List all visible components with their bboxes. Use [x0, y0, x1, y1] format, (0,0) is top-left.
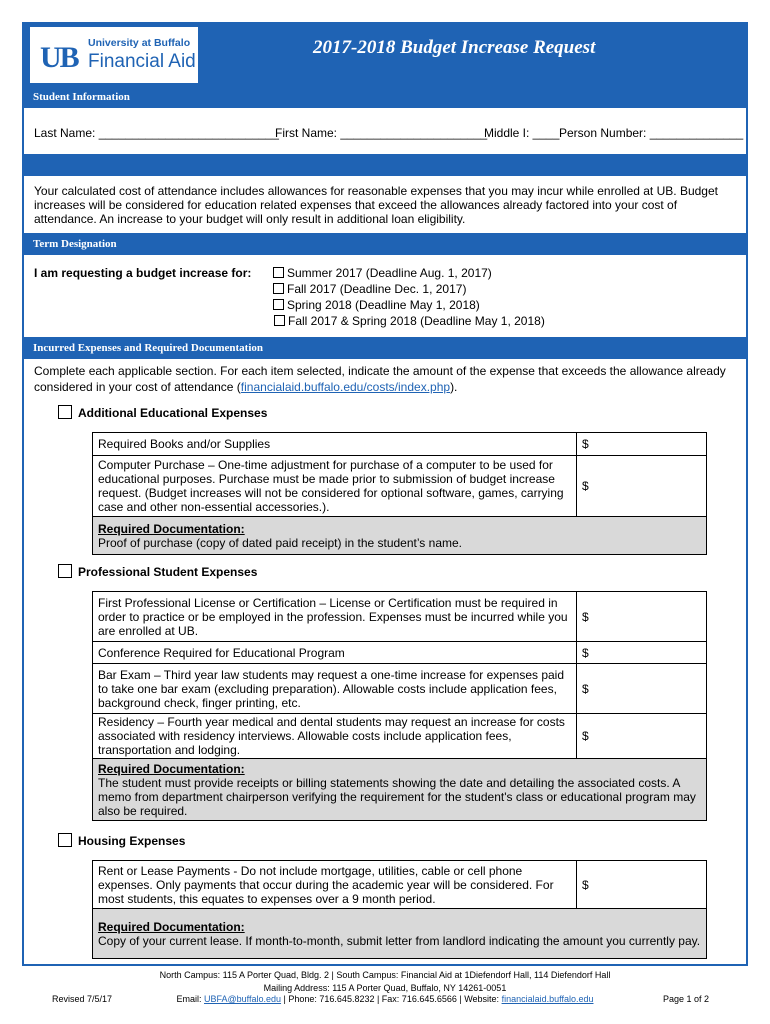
table-row: Computer Purchase – One-time adjustment for purchase of a computer to be used for educational purposes. Purchase must be made prior to submission of budget increase request. (Budget increases will not be considered for optional software, games, carrying case and other non-essential accessories.). $: [93, 456, 707, 517]
amount-field[interactable]: $: [577, 456, 707, 517]
first-name-field[interactable]: First Name: ______________________: [275, 126, 488, 140]
incurred-instructions-1: Complete each applicable section. For each item selected, indicate the amount of the expense that exceeds the allowance already: [34, 364, 726, 378]
term-option-summer-2017[interactable]: Summer 2017 (Deadline Aug. 1, 2017): [273, 266, 492, 280]
student-info-band: Student Information: [24, 86, 746, 108]
email-link[interactable]: UBFA@buffalo.edu: [204, 994, 282, 1004]
table-row: Conference Required for Educational Program $: [93, 642, 707, 664]
footer-mailing-address: Mailing Address: 115 A Porter Quad, Buffalo, NY 14261-0051: [263, 983, 507, 993]
checkbox-icon[interactable]: [273, 283, 284, 294]
footer-contact: Email: UBFA@buffalo.edu | Phone: 716.645.8232 | Fax: 716.645.6566 | Website: financialaid.buffalo.edu: [176, 994, 594, 1004]
table-row: Required Books and/or Supplies $: [93, 433, 707, 456]
page-number: Page 1 of 2: [663, 994, 710, 1004]
checkbox-icon[interactable]: [58, 833, 72, 847]
documentation-row: Required Documentation: Copy of your current lease. If month-to-month, submit letter from landlord indicating the amount you currently pay.: [93, 909, 707, 959]
table-row: Rent or Lease Payments - Do not include mortgage, utilities, cable or cell phone expenses. Only payments that occur during the academic year will be considered. For most students, this equates to expenses over a 9 month period. $: [93, 861, 707, 909]
amount-field[interactable]: $: [577, 861, 707, 909]
term-option-fall-2017[interactable]: Fall 2017 (Deadline Dec. 1, 2017): [273, 282, 466, 296]
checkbox-icon[interactable]: [274, 315, 285, 326]
amount-field[interactable]: $: [577, 664, 707, 714]
ub-logo-mark: UB: [40, 41, 78, 74]
intro-line-1: Your calculated cost of attendance includes allowances for reasonable expenses that you may incur while enrolled at UB. Budget: [34, 184, 718, 198]
term-request-label: I am requesting a budget increase for:: [34, 266, 252, 280]
website-link[interactable]: financialaid.buffalo.edu: [501, 994, 594, 1004]
amount-field[interactable]: $: [577, 642, 707, 664]
intro-line-2: increases will be considered for education related expenses that exceed the allowances already factored into your cost of: [34, 198, 678, 212]
form-header: [24, 24, 746, 86]
term-designation-band: Term Designation: [24, 233, 746, 255]
amount-field[interactable]: $: [577, 714, 707, 759]
amount-field[interactable]: $: [577, 592, 707, 642]
footer-revised-date: Revised 7/5/17: [52, 994, 113, 1004]
costs-link[interactable]: financialaid.buffalo.edu/costs/index.php: [240, 380, 451, 394]
last-name-field[interactable]: Last Name: ___________________________: [34, 126, 279, 140]
checkbox-icon[interactable]: [273, 267, 284, 278]
middle-initial-field[interactable]: Middle I: ____: [484, 126, 560, 140]
blank-divider-band: [24, 154, 746, 176]
term-option-spring-2018[interactable]: Spring 2018 (Deadline May 1, 2018): [273, 298, 480, 312]
educational-expenses-checkbox[interactable]: Additional Educational Expenses: [58, 405, 267, 420]
intro-line-3: attendance. An increase to your budget will only result in additional loan eligibility.: [34, 212, 466, 226]
incurred-instructions-2: considered in your cost of attendance (financialaid.buffalo.edu/costs/index.php).: [34, 380, 458, 394]
checkbox-icon[interactable]: [273, 299, 284, 310]
logo-department-name: Financial Aid: [88, 51, 196, 72]
logo-university-name: University at Buffalo: [88, 37, 191, 49]
incurred-expenses-band: Incurred Expenses and Required Documentation: [24, 337, 746, 359]
professional-expenses-table: [92, 591, 707, 821]
ub-logo: [30, 27, 198, 83]
documentation-row: Required Documentation: Proof of purchase (copy of dated paid receipt) in the student’s name.: [93, 517, 707, 555]
housing-expenses-table: [92, 860, 707, 959]
amount-field[interactable]: $: [577, 433, 707, 456]
form-page: [22, 22, 748, 966]
table-row: Residency – Fourth year medical and dental students may request an increase for costs associated with residency interviews. Allowable costs include application fees, transportation and lodging. $: [93, 714, 707, 759]
person-number-field[interactable]: Person Number: ______________: [559, 126, 744, 140]
table-row: Bar Exam – Third year law students may request a one-time increase for expenses paid to take one bar exam (excluding preparation). Allowable costs include application fees, background check, finger printing, etc. $: [93, 664, 707, 714]
term-option-fall-spring[interactable]: Fall 2017 & Spring 2018 (Deadline May 1, 2018): [274, 314, 545, 328]
checkbox-icon[interactable]: [58, 405, 72, 419]
checkbox-icon[interactable]: [58, 564, 72, 578]
documentation-row: Required Documentation: The student must provide receipts or billing statements showing the date and detailing the associated costs. A memo from department chairperson verifying the requirement for the student's class or educational program may also be required.: [93, 759, 707, 821]
educational-expenses-table: [92, 432, 707, 555]
page-title: 2017-2018 Budget Increase Request: [313, 37, 596, 58]
housing-expenses-checkbox[interactable]: Housing Expenses: [58, 833, 185, 848]
professional-expenses-checkbox[interactable]: Professional Student Expenses: [58, 564, 257, 579]
footer-campus-address: North Campus: 115 A Porter Quad, Bldg. 2 | South Campus: Financial Aid at 1Diefendorf Hall, 114 Diefendorf Hall: [159, 970, 611, 980]
table-row: First Professional License or Certification – License or Certification must be required in order to practice or be employed in the profession. Expenses must be incurred while you are enrolled at UB. $: [93, 592, 707, 642]
